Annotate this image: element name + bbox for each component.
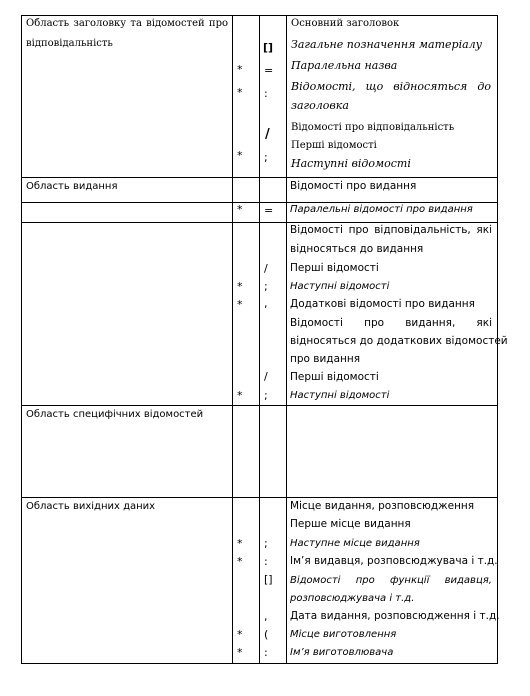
element-responsibility: Відомості про відповідальність	[291, 122, 455, 133]
punctuation-mark: ;	[264, 537, 268, 550]
punctuation-mark: :	[264, 555, 268, 568]
punctuation-mark: /	[264, 262, 268, 275]
element-place: Місце видання, розповсюдження	[290, 500, 475, 512]
element-other-title-line1: Відомості, що відносяться до	[291, 80, 491, 93]
punctuation-mark: =	[264, 64, 274, 77]
element-gmd: Загальне позначення матеріалу	[291, 38, 483, 51]
mandatory-mark: *	[237, 203, 243, 216]
element-parallel-title: Паралельна назва	[291, 59, 398, 72]
element-add-edition-resp-line1: Відомості про видання, які	[290, 317, 492, 329]
element-edition-resp-line2: відносяться до видання	[290, 243, 424, 255]
element-parallel-edition: Паралельні відомості про видання	[290, 204, 473, 215]
mandatory-mark: *	[237, 149, 243, 162]
punctuation-mark: /	[265, 127, 270, 142]
element-main-title: Основний заголовок	[291, 18, 400, 29]
punctuation-mark: ;	[264, 151, 268, 164]
element-additional-edition: Додаткові відомості про видання	[290, 298, 475, 310]
column-divider-2	[259, 16, 260, 663]
area-specific-details: Область специфічних відомостей	[26, 409, 204, 420]
area-publication: Область вихідних даних	[26, 501, 156, 512]
element-manufacture-place: Місце виготовлення	[290, 629, 397, 640]
row-divider-4	[22, 405, 497, 406]
element-date: Дата видання, розповсюдження і т.д.	[290, 610, 500, 622]
row-divider-3	[22, 222, 497, 223]
element-first-statement: Перші відомості	[291, 140, 377, 151]
punctuation-mark: ,	[264, 610, 268, 623]
mandatory-mark: *	[237, 537, 243, 550]
punctuation-mark: /	[264, 370, 268, 383]
mandatory-mark: *	[237, 63, 243, 76]
element-subsequent-statement: Наступні відомості	[290, 281, 390, 292]
element-other-title-line2: заголовка	[291, 99, 349, 112]
area-title-line1: Область заголовку та відомостей про	[26, 18, 228, 29]
mandatory-mark: *	[237, 389, 243, 402]
mandatory-mark: *	[237, 628, 243, 641]
element-publisher-function-line1: Відомості про функції видавця,	[290, 575, 492, 586]
element-manufacturer-name: Ім’я виготовлювача	[290, 647, 394, 658]
punctuation-mark: ;	[264, 389, 268, 402]
element-publisher: Ім’я видавця, розповсюджувача і т.д.	[290, 555, 498, 567]
punctuation-mark: ;	[264, 280, 268, 293]
punctuation-mark: []	[264, 573, 273, 586]
mandatory-mark: *	[237, 646, 243, 659]
element-subsequent-statement: Наступні відомості	[290, 390, 390, 401]
element-edition-resp-line1: Відомості про відповідальність, які	[290, 224, 492, 236]
area-title-line2: відповідальність	[26, 38, 113, 49]
element-subsequent-place: Наступне місце видання	[290, 538, 420, 549]
punctuation-mark: =	[264, 204, 274, 217]
element-publisher-function-line2: розповсюджувача і т.д.	[290, 593, 415, 604]
element-first-statement: Перші відомості	[290, 262, 379, 274]
column-divider-3	[286, 16, 287, 663]
row-divider-5	[22, 497, 497, 498]
column-divider-1	[232, 16, 233, 663]
punctuation-mark: :	[264, 87, 268, 100]
mandatory-mark: *	[237, 280, 243, 293]
element-first-statement: Перші відомості	[290, 371, 379, 383]
element-edition-statement: Відомості про видання	[290, 180, 417, 192]
mandatory-mark: *	[237, 298, 243, 311]
punctuation-mark: []	[263, 41, 274, 54]
row-divider-1	[22, 177, 497, 178]
element-first-place: Перше місце видання	[290, 518, 411, 530]
mandatory-mark: *	[237, 86, 243, 99]
punctuation-mark: (	[264, 628, 269, 641]
area-edition: Область видання	[26, 181, 118, 192]
punctuation-mark: :	[264, 646, 268, 659]
punctuation-mark: ,	[264, 297, 268, 310]
element-add-edition-resp-line2: відносяться до додаткових відомостей	[290, 335, 508, 347]
element-add-edition-resp-line3: про видання	[290, 353, 361, 365]
element-subsequent-statement: Наступні відомості	[291, 157, 411, 170]
mandatory-mark: *	[237, 555, 243, 568]
